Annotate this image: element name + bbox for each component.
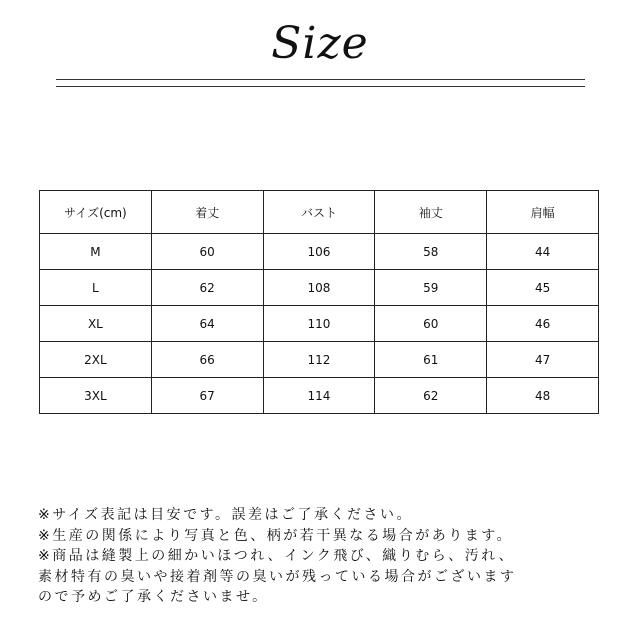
cell-length: 62	[151, 270, 263, 306]
cell-sleeve: 58	[375, 234, 487, 270]
table-row	[40, 378, 599, 414]
note-line: ※商品は縫製上の細かいほつれ、インク飛び、織りむら、汚れ、	[38, 548, 516, 564]
cell-shoulder: 47	[487, 342, 599, 378]
table-header-row	[40, 191, 599, 234]
cell-bust: 110	[263, 306, 375, 342]
size-table	[39, 190, 599, 414]
note-line: ※サイズ表記は目安です。誤差はご了承ください。	[38, 507, 413, 523]
title-divider-bottom	[56, 86, 585, 87]
table-row	[40, 342, 599, 378]
note-line: ので予めご了承くださいませ。	[38, 589, 269, 605]
cell-length: 60	[151, 234, 263, 270]
note-line: ※生産の関係により写真と色、柄が若干異なる場合があります。	[38, 527, 514, 544]
cell-sleeve: 62	[375, 378, 487, 414]
cell-bust: 112	[263, 342, 375, 378]
header-size: サイズ(cm)	[40, 191, 152, 234]
cell-size: 2XL	[40, 342, 152, 378]
cell-size: L	[40, 270, 152, 306]
cell-shoulder: 46	[487, 306, 599, 342]
page-title: Size	[271, 18, 369, 69]
cell-size: M	[40, 234, 152, 270]
cell-size: 3XL	[40, 378, 152, 414]
table-row	[40, 270, 599, 306]
cell-shoulder: 48	[487, 378, 599, 414]
cell-bust: 108	[263, 270, 375, 306]
note-line: 素材特有の臭いや接着剤等の臭いが残っている場合がございます	[38, 568, 517, 585]
header-length: 着丈	[151, 191, 263, 234]
cell-size: XL	[40, 306, 152, 342]
notes-block	[38, 505, 628, 608]
header-bust: バスト	[263, 191, 375, 234]
table-row	[40, 306, 599, 342]
cell-shoulder: 45	[487, 270, 599, 306]
title-divider-top	[56, 79, 585, 80]
cell-length: 67	[151, 378, 263, 414]
header-sleeve: 袖丈	[375, 191, 487, 234]
cell-shoulder: 44	[487, 234, 599, 270]
cell-bust: 114	[263, 378, 375, 414]
cell-bust: 106	[263, 234, 375, 270]
cell-sleeve: 60	[375, 306, 487, 342]
cell-length: 64	[151, 306, 263, 342]
cell-sleeve: 59	[375, 270, 487, 306]
table-row	[40, 234, 599, 270]
header-shoulder: 肩幅	[487, 191, 599, 234]
cell-length: 66	[151, 342, 263, 378]
cell-sleeve: 61	[375, 342, 487, 378]
